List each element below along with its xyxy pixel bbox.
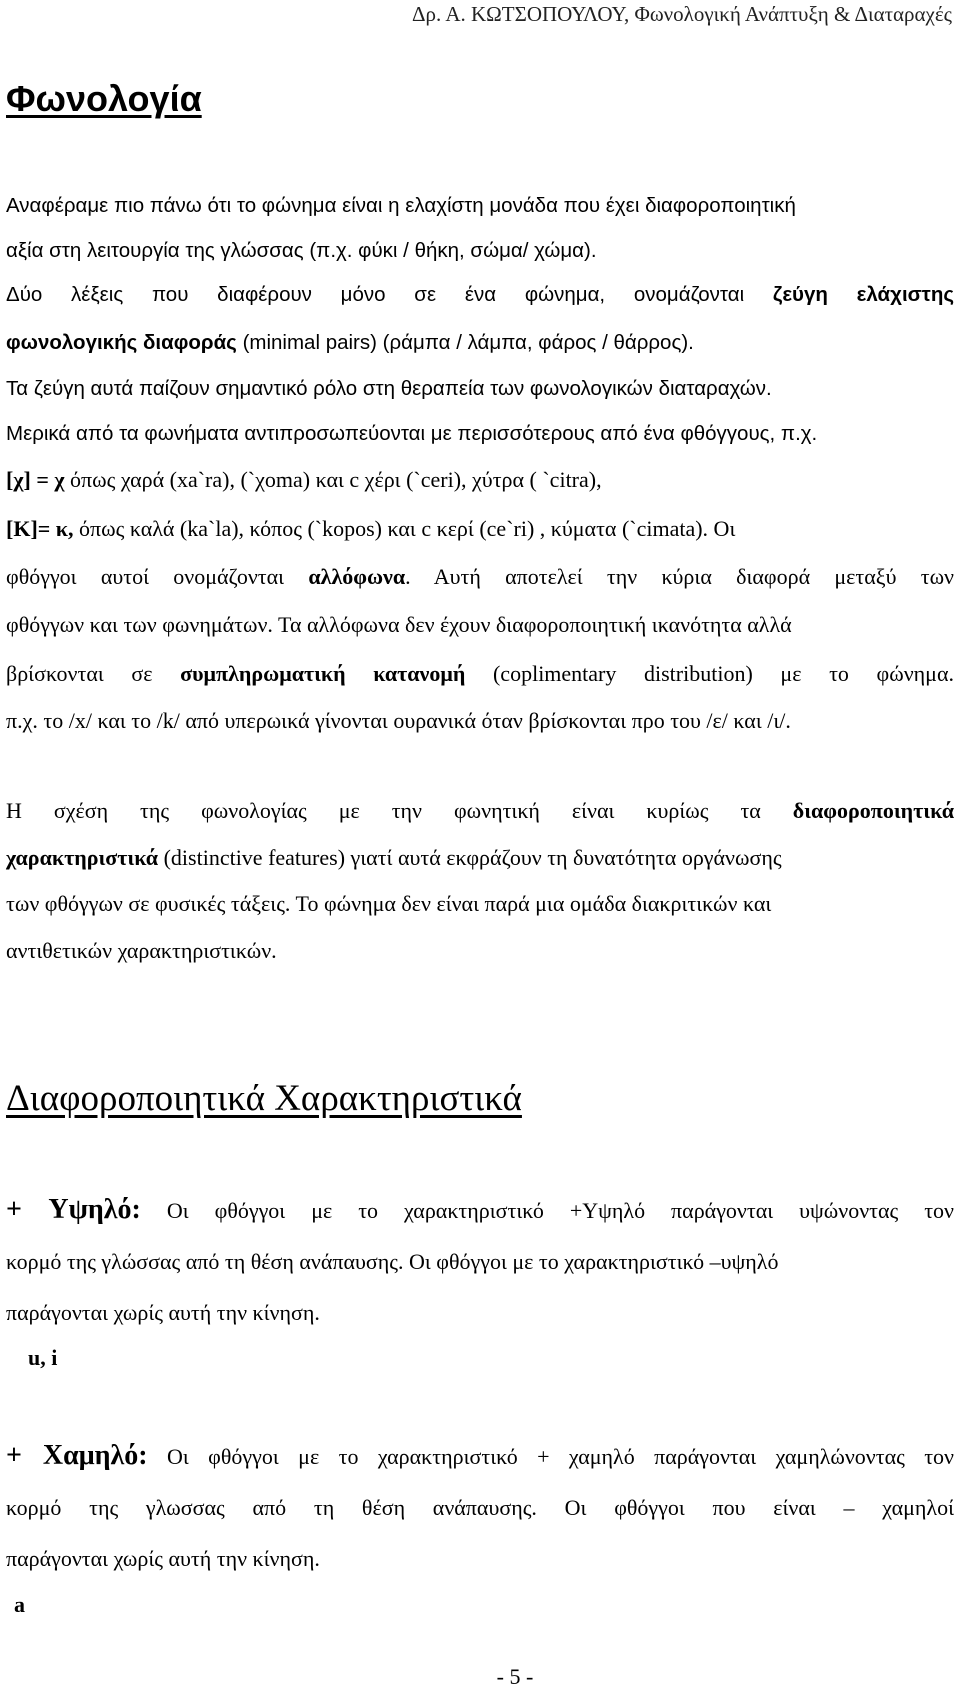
paragraph-line	[6, 564, 954, 590]
text-span: (coplimentary distribution) με το φώνημα.	[492, 661, 955, 686]
term-allophones: αλλόφωνα	[308, 564, 406, 589]
text-span: Οι φθόγγοι με το χαρακτηριστικό +Υψηλό παράγονται υψώνοντας τον	[166, 1198, 954, 1223]
paragraph-line: π.χ. το /x/ και το /k/ από υπερωικά γίνονται ουρανικά όταν βρίσκονται προ του /ε/ και /ι/.	[6, 708, 791, 733]
text-span: . Αυτή αποτελεί την κύρια διαφορά μεταξύ των	[405, 564, 955, 589]
section-title-distinctive-features: Διαφοροποιητικά Χαρακτηριστικά	[6, 1078, 522, 1119]
paragraph-line: Αναφέραμε πιο πάνω ότι το φώνημα είναι η ελαχίστη μονάδα που έχει διαφοροποιητική	[6, 194, 796, 217]
paragraph-line	[6, 467, 954, 493]
paragraph-line: κορμό της γλώσσας από τη θέση ανάπαυσης. Οι φθόγγοι με το χαρακτηριστικό –υψηλό	[6, 1249, 779, 1274]
feature-example: u, i	[28, 1345, 58, 1370]
paragraph-line	[6, 283, 954, 307]
text-span: όπως χαρά (xa`ra), (`χoma) και c χέρι (`ceri), χύτρα ( `citra),	[64, 467, 602, 492]
feature-example: a	[14, 1592, 25, 1617]
feature-low-label: + Χαμηλό:	[6, 1440, 148, 1471]
paragraph-line: κορμό της γλωσσας από τη θέση ανάπαυσης. Οι φθόγγοι που είναι – χαμηλοί	[6, 1495, 954, 1520]
text-span: Δύο λέξεις που διαφέρουν μόνο σε ένα φώνημα, ονομάζονται	[6, 283, 745, 306]
paragraph-line: των φθόγγων σε φυσικές τάξεις. Το φώνημα δεν είναι παρά μια ομάδα διακριτικών και	[6, 891, 772, 916]
paragraph-line: αξία στη λειτουργία της γλώσσας (π.χ. φύκι / θήκη, σώμα/ χώμα).	[6, 239, 597, 262]
page-number: - 5 -	[496, 1664, 534, 1689]
term-complementary-distribution: συμπληρωματική κατανομή	[180, 661, 466, 686]
paragraph-line: παράγονται χωρίς αυτή την κίνηση.	[6, 1300, 320, 1325]
text-span: φθόγγοι αυτοί ονομάζονται	[6, 564, 285, 589]
paragraph-line	[6, 1440, 954, 1472]
text-span: όπως καλά (ka`la), κόπος (`kopos) και c κερί (ce`ri) , κύματα (`cimata). Οι	[73, 516, 736, 541]
text-span: Οι φθόγγοι με το χαρακτηριστικό + χαμηλό παράγονται χαμηλώνοντας τον	[166, 1444, 955, 1469]
text-span: Η σχέση της φωνολογίας με την φωνητική είναι κυρίως τα	[6, 798, 761, 823]
paragraph-line: Μερικά από τα φωνήματα αντιπροσωπεύονται με περισσότερους από ένα φθόγγους, π.χ.	[6, 422, 818, 445]
paragraph-line: φθόγγων και των φωνημάτων. Τα αλλόφωνα δεν έχουν διαφοροποιητική ικανότητα αλλά	[6, 612, 792, 637]
paragraph-line	[6, 516, 954, 542]
text-span: βρίσκονται σε	[6, 661, 153, 686]
paragraph-line: Τα ζεύγη αυτά παίζουν σημαντικό ρόλο στη θεραπεία των φωνολογικών διαταραχών.	[6, 377, 772, 400]
term-minimal-pairs: ζεύγη ελάχιστης	[772, 283, 954, 306]
text-span: (minimal pairs) (ράμπα / λάμπα, φάρος / θάρρος).	[242, 331, 694, 354]
paragraph-line	[6, 661, 954, 687]
paragraph-line	[6, 845, 954, 871]
paragraph-line: αντιθετικών χαρακτηριστικών.	[6, 938, 277, 963]
term-distinctive-features: διαφοροποιητικά	[792, 798, 954, 823]
text-span: (distinctive features) γιατί αυτά εκφράζουν τη δυνατότητα οργάνωσης	[163, 845, 782, 870]
feature-high-label: + Υψηλό:	[6, 1194, 141, 1225]
paragraph-line	[6, 331, 954, 355]
phone-symbol: [K]= κ,	[6, 516, 74, 541]
running-header: Δρ. Α. ΚΩΤΣΟΠΟΥΛΟΥ, Φωνολογική Ανάπτυξη & Διαταραχές	[412, 2, 952, 26]
term-distinctive-features-cont: χαρακτηριστικά	[6, 845, 159, 870]
paragraph-line	[6, 798, 954, 824]
term-minimal-pairs-cont: φωνολογικής διαφοράς	[6, 331, 237, 354]
paragraph-line	[6, 1194, 954, 1226]
phone-symbol: [χ] = χ	[6, 467, 65, 492]
paragraph-line: παράγονται χωρίς αυτή την κίνηση.	[6, 1546, 320, 1571]
section-title-phonology: Φωνολογία	[6, 78, 202, 119]
